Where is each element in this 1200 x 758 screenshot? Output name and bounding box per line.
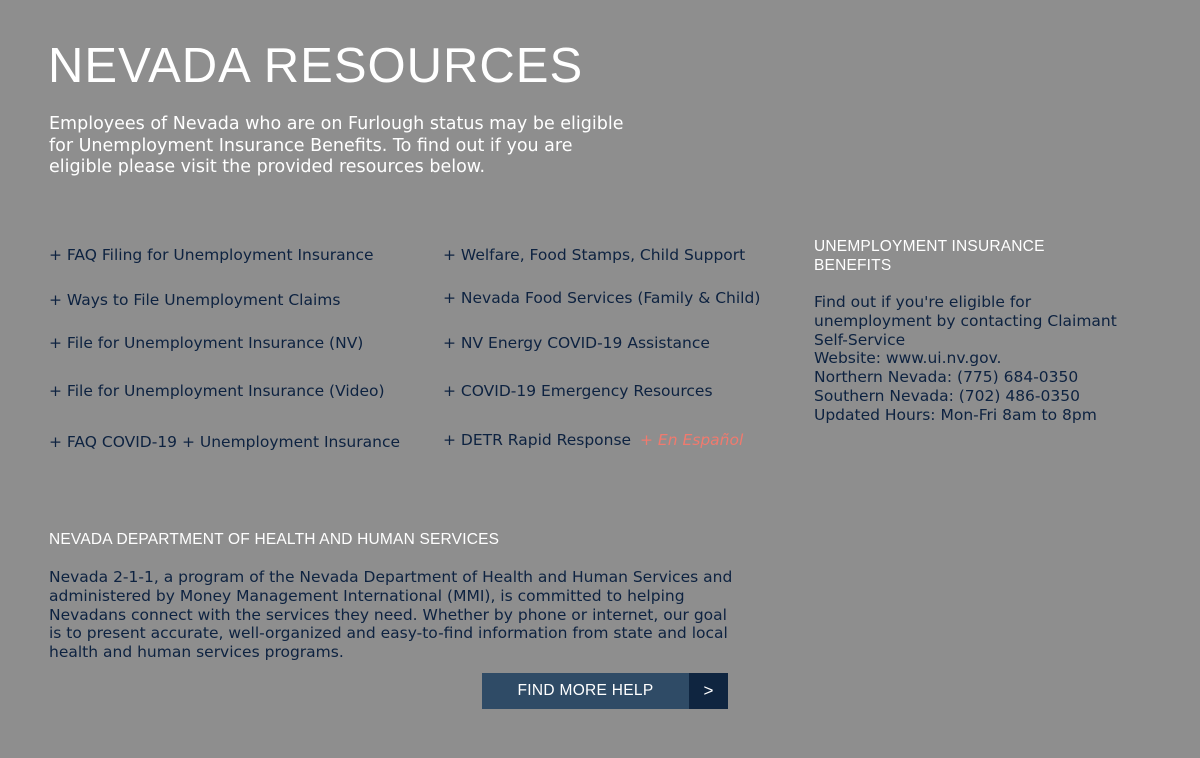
unemployment-phone-north: Northern Nevada: (775) 684-0350 [814, 368, 1079, 387]
page-title: NEVADA RESOURCES [48, 39, 584, 93]
unemployment-line: Find out if you're eligible for [814, 293, 1032, 311]
link-ways-to-file-claims[interactable]: + Ways to File Unemployment Claims [49, 291, 341, 309]
unemployment-line: unemployment by contacting Claimant [814, 311, 1117, 330]
chevron-right-icon[interactable]: > [689, 673, 728, 709]
link-file-unemployment-video[interactable]: + File for Unemployment Insurance (Video) [49, 382, 385, 400]
find-more-help-button[interactable] [482, 673, 728, 709]
hhs-section-title: NEVADA DEPARTMENT OF HEALTH AND HUMAN SERVICES [49, 531, 500, 548]
link-welfare-food-stamps[interactable]: + Welfare, Food Stamps, Child Support [443, 246, 746, 264]
unemployment-hours: Updated Hours: Mon-Fri 8am to 8pm [814, 405, 1097, 424]
unemployment-website[interactable]: Website: www.ui.nv.gov. [814, 349, 1002, 368]
link-en-espanol[interactable]: + En Español [640, 431, 744, 449]
link-nv-energy-assistance[interactable]: + NV Energy COVID-19 Assistance [443, 334, 710, 352]
unemployment-benefits-title: UNEMPLOYMENT INSURANCE BENEFITS [814, 238, 1045, 274]
link-detr-rapid-response[interactable]: + DETR Rapid Response [443, 431, 632, 449]
intro-text: Employees of Nevada who are on Furlough status may be eligible for Unemployment Insurance Benefits. To find out if you are eligible please visit the provided resources below. [49, 114, 624, 177]
hhs-description: Nevada 2-1-1, a program of the Nevada Department of Health and Human Services and administered by Money Management International (MMI), is committed to helping Nevadans connect with the services they need. Whether by phone or internet, our goal is to present accurate, well-organized and easy-to-find information from state and local health and human services programs. [49, 568, 733, 662]
link-faq-covid-unemployment[interactable]: + FAQ COVID-19 + Unemployment Insurance [49, 433, 400, 451]
unemployment-benefits-info [814, 293, 1154, 425]
link-nevada-food-services[interactable]: + Nevada Food Services (Family & Child) [443, 289, 761, 307]
link-covid-emergency-resources[interactable]: + COVID-19 Emergency Resources [443, 382, 713, 400]
link-faq-filing-unemployment[interactable]: + FAQ Filing for Unemployment Insurance [49, 246, 374, 264]
find-more-help-label[interactable]: FIND MORE HELP [482, 673, 689, 709]
link-file-unemployment-nv[interactable]: + File for Unemployment Insurance (NV) [49, 334, 364, 352]
unemployment-phone-south: Southern Nevada: (702) 486-0350 [814, 386, 1080, 405]
unemployment-line: Self-Service [814, 330, 906, 349]
